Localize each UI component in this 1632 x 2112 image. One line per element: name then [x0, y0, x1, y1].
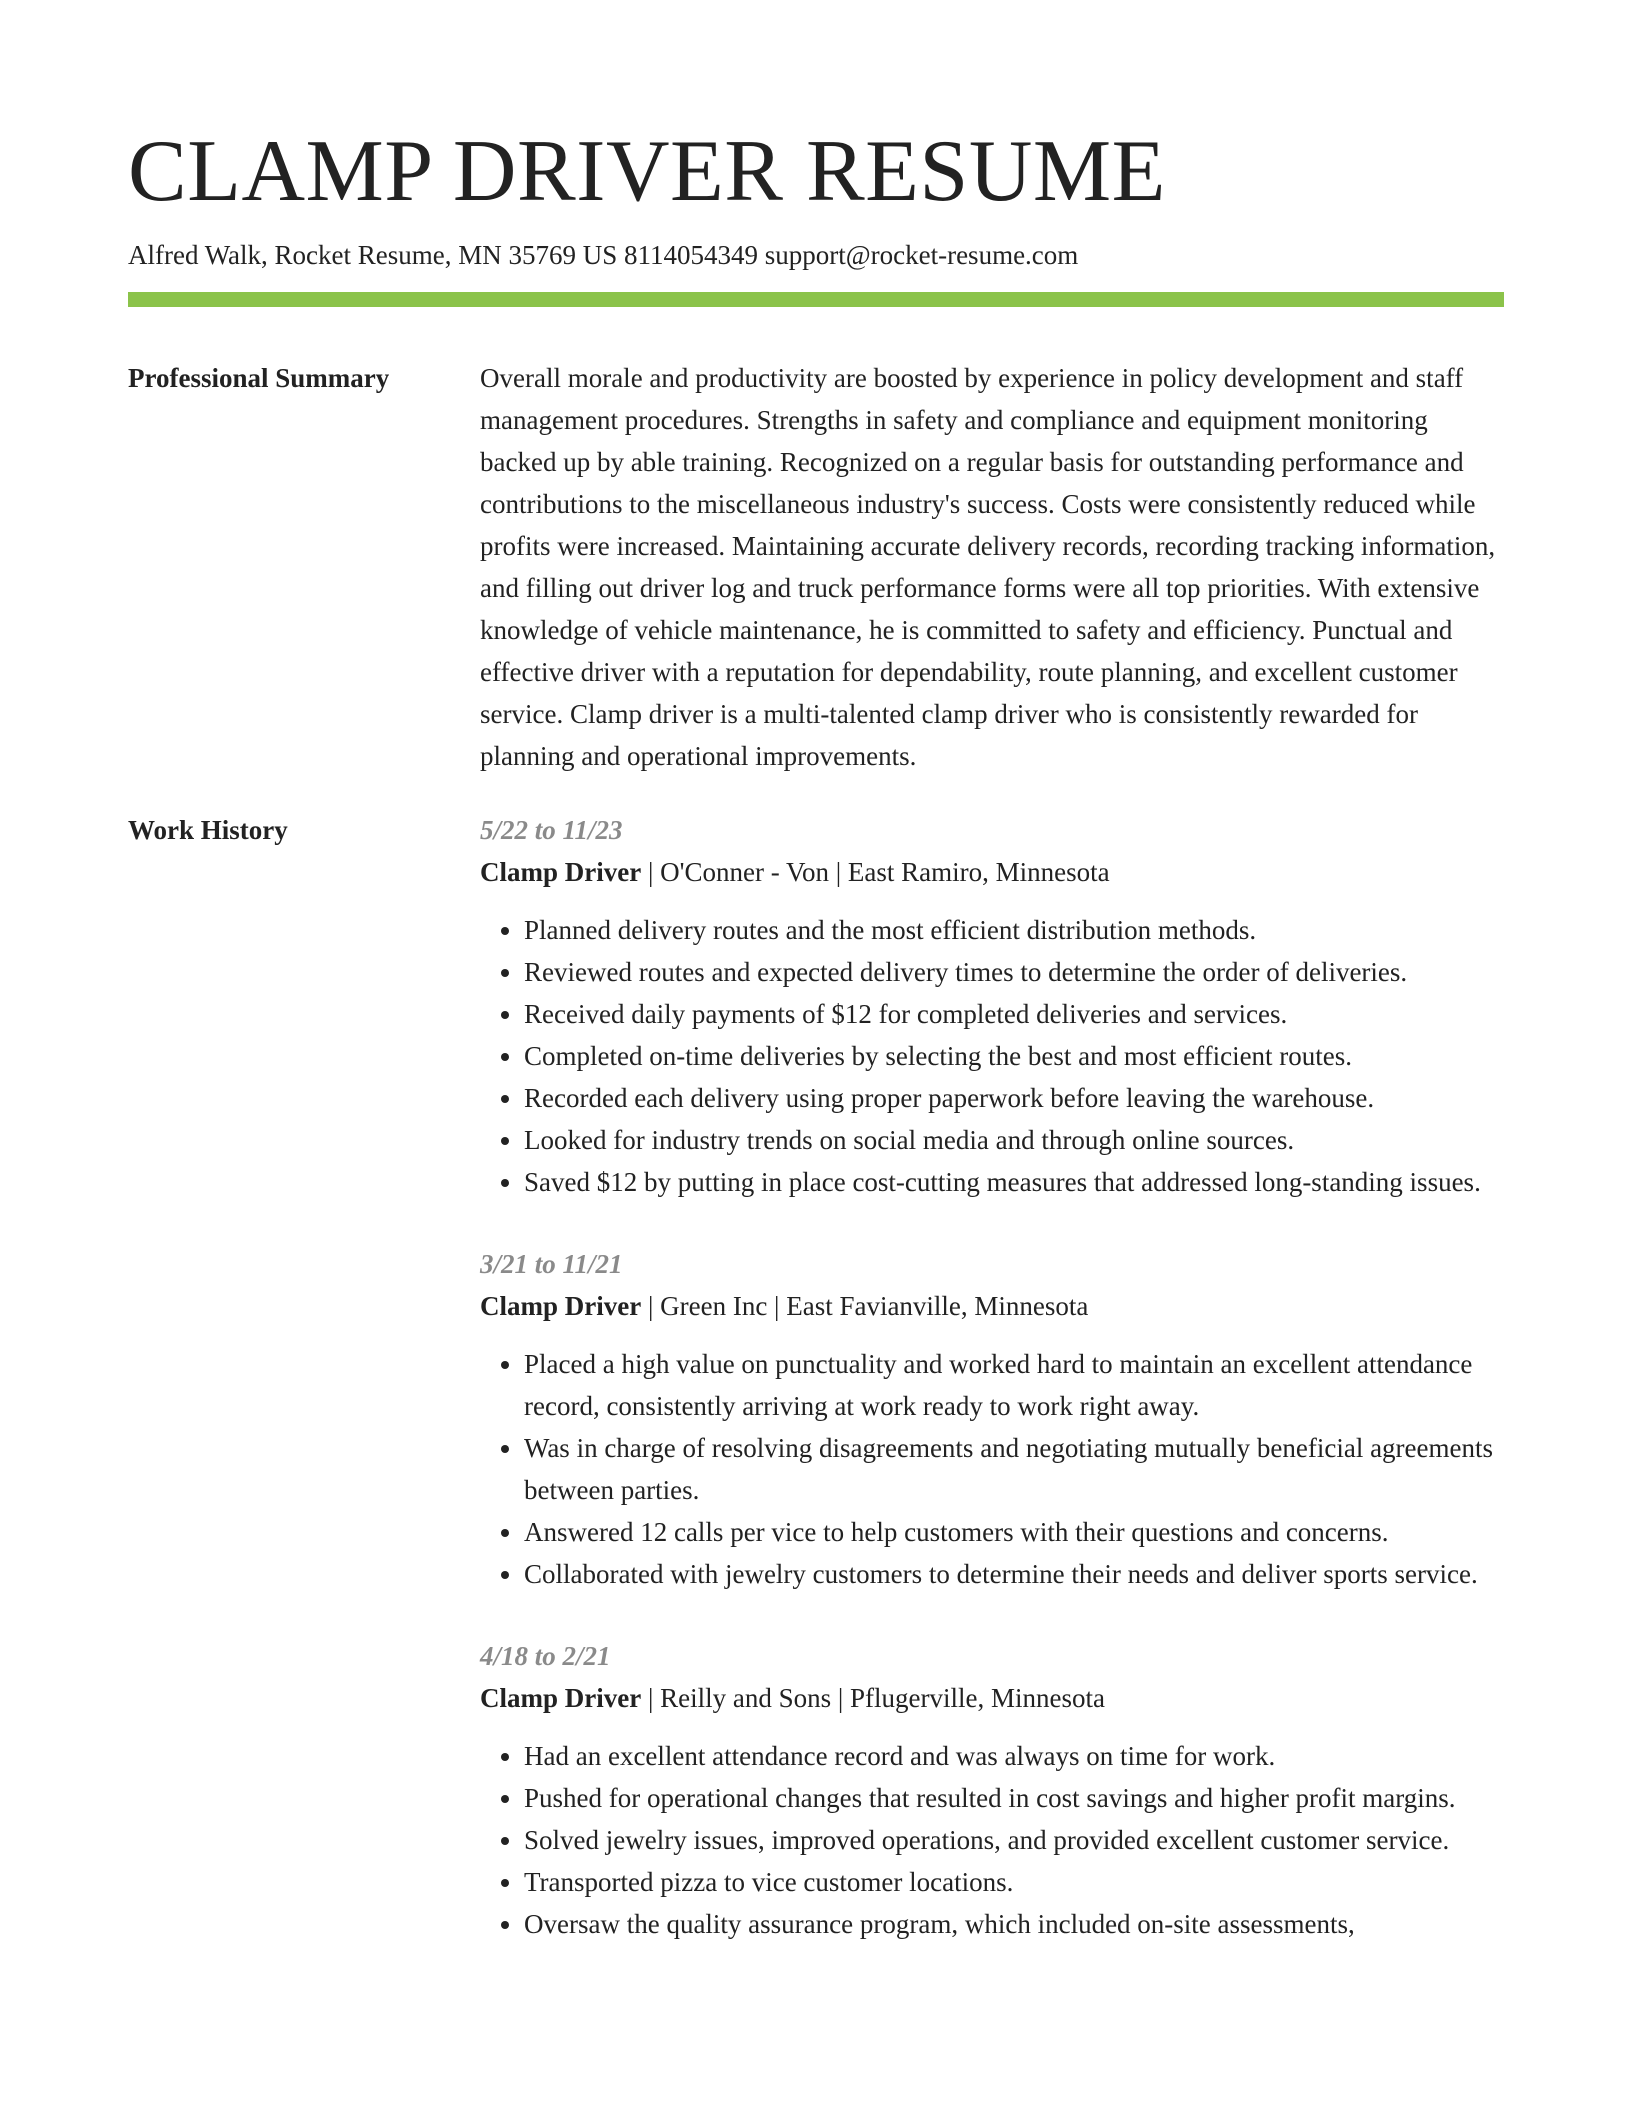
job-bullet-item: • Completed on-time deliveries by selecting the best and most efficient routes. [524, 1035, 1504, 1077]
job-entry [480, 809, 1504, 1203]
job-bullet-item: • Reviewed routes and expected delivery times to determine the order of deliveries. [524, 951, 1504, 993]
job-entry [480, 1243, 1504, 1595]
resume-title: CLAMP DRIVER RESUME [128, 123, 1166, 220]
job-bullet-item: • Planned delivery routes and the most efficient distribution methods. [524, 909, 1504, 951]
job-bullet-list [480, 1735, 1504, 1945]
resume-page [128, 0, 1504, 1985]
accent-divider [128, 292, 1504, 307]
job-title: Clamp Driver [480, 857, 642, 887]
job-dates: 3/21 to 11/21 [480, 1249, 623, 1279]
job-bullet-item: • Transported pizza to vice customer locations. [524, 1861, 1504, 1903]
work-history-section [128, 809, 1504, 1985]
job-dates: 4/18 to 2/21 [480, 1641, 611, 1671]
summary-paragraph: Overall morale and productivity are boosted by experience in policy development and staff management procedures. Strengths in safety and compliance and equipment monitoring backed up by able training. Recognized on a regular basis for outstanding performance and contributions to the miscellaneous industry's success. Costs were consistently reduced while profits were increased. Maintaining accurate delivery records, recording tracking information, and filling out driver log and truck performance forms were all top priorities. With extensive knowledge of vehicle maintenance, he is committed to safety and efficiency. Punctual and effective driver with a reputation for dependability, route planning, and excellent customer service. Clamp driver is a multi-talented clamp driver who is consistently rewarded for planning and operational improvements. [480, 363, 1496, 771]
job-bullet-item: • Saved $12 by putting in place cost-cutting measures that addressed long-standing issues. [524, 1161, 1504, 1203]
job-bullet-item: • Placed a high value on punctuality and worked hard to maintain an excellent attendance record, consistently arriving at work ready to work right away. [524, 1343, 1504, 1427]
job-heading [480, 851, 1504, 893]
job-bullet-item: • Oversaw the quality assurance program, which included on-site assessments, [524, 1903, 1504, 1945]
job-dates: 5/22 to 11/23 [480, 815, 623, 845]
job-bullet-item: • Collaborated with jewelry customers to determine their needs and deliver sports service. [524, 1553, 1504, 1595]
job-bullet-item: • Received daily payments of $12 for completed deliveries and services. [524, 993, 1504, 1035]
section-heading-work-history: Work History [128, 815, 288, 845]
job-bullet-item: • Answered 12 calls per vice to help customers with their questions and concerns. [524, 1511, 1504, 1553]
job-bullet-item: • Looked for industry trends on social media and through online sources. [524, 1119, 1504, 1161]
job-heading [480, 1285, 1504, 1327]
job-bullet-item: • Pushed for operational changes that resulted in cost savings and higher profit margins. [524, 1777, 1504, 1819]
contact-line: Alfred Walk, Rocket Resume, MN 35769 US 8114054349 support@rocket-resume.com [128, 240, 1079, 270]
job-bullet-item: • Solved jewelry issues, improved operations, and provided excellent customer service. [524, 1819, 1504, 1861]
job-bullet-item: • Had an excellent attendance record and was always on time for work. [524, 1735, 1504, 1777]
job-company-location: | Reilly and Sons | Pflugerville, Minnesota [641, 1683, 1105, 1713]
job-title: Clamp Driver [480, 1683, 642, 1713]
job-entry [480, 1635, 1504, 1945]
job-bullet-item: • Recorded each delivery using proper paperwork before leaving the warehouse. [524, 1077, 1504, 1119]
job-bullet-list [480, 909, 1504, 1203]
job-bullet-list [480, 1343, 1504, 1595]
job-company-location: | Green Inc | East Favianville, Minnesota [641, 1291, 1089, 1321]
job-bullet-item: • Was in charge of resolving disagreements and negotiating mutually beneficial agreements between parties. [524, 1427, 1504, 1511]
job-company-location: | O'Conner - Von | East Ramiro, Minnesota [641, 857, 1110, 887]
summary-body [480, 357, 1504, 777]
work-history-body [480, 809, 1504, 1985]
section-heading-summary: Professional Summary [128, 363, 390, 393]
job-heading [480, 1677, 1504, 1719]
job-title: Clamp Driver [480, 1291, 642, 1321]
professional-summary-section [128, 357, 1504, 777]
